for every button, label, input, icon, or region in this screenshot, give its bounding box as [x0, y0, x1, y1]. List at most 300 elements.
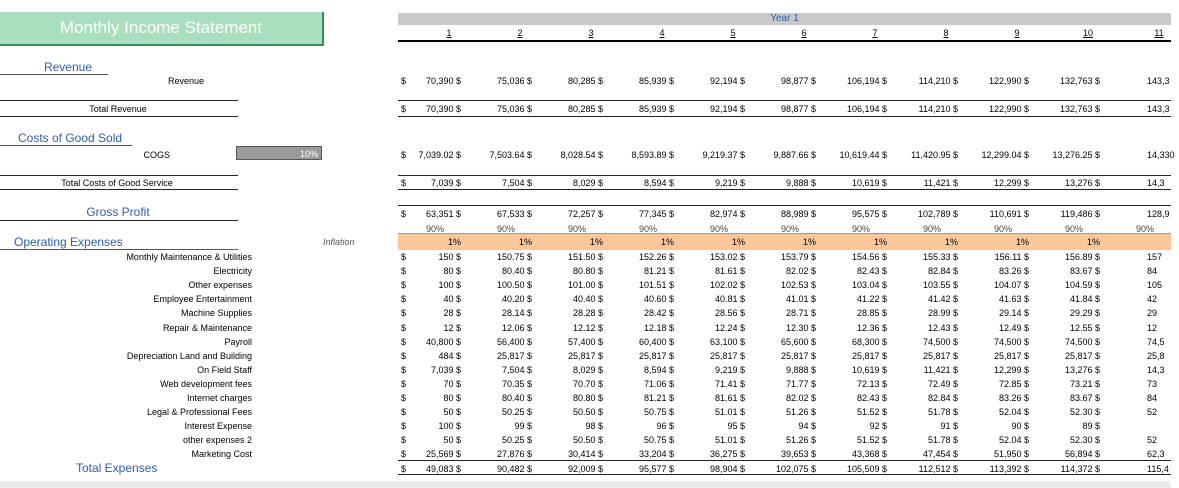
- gross-profit-value[interactable]: 77,345 $: [638, 209, 674, 219]
- period-header-3: 3: [588, 28, 594, 38]
- total-revenue-value[interactable]: 85,939 $: [638, 104, 674, 114]
- period-header-5: 5: [730, 28, 736, 38]
- opex-row-12-value[interactable]: 89 $: [1082, 421, 1100, 432]
- period-header-6: 6: [801, 28, 807, 38]
- opex-row-11-value[interactable]: 50.25 $: [501, 407, 532, 418]
- gross-margin-value: 90%: [923, 224, 942, 234]
- opex-row-14-value[interactable]: 56,894 $: [1064, 449, 1100, 460]
- total-cogs-divider: [0, 189, 238, 190]
- opex-row-11-value[interactable]: 51.78 $: [927, 407, 958, 418]
- total-expenses-currency: $: [401, 464, 407, 474]
- opex-row-7-value[interactable]: 25,817 $: [922, 350, 958, 361]
- opex-row-8-value[interactable]: 7,504 $: [501, 364, 532, 375]
- opex-row-5-currency: $: [401, 322, 407, 333]
- inflation-input[interactable]: 1%: [873, 237, 887, 247]
- opex-row-12-value[interactable]: 94 $: [798, 421, 816, 432]
- opex-row-6-value[interactable]: 65,600 $: [780, 336, 816, 347]
- opex-row-14-value[interactable]: 51,950 $: [993, 449, 1029, 460]
- opex-row-1-value[interactable]: 80.40 $: [501, 266, 532, 277]
- opex-row-4-value[interactable]: 28.71 $: [785, 308, 816, 319]
- opex-row-9-value: 73: [1147, 378, 1158, 389]
- opex-row-9-value[interactable]: 73.21 $: [1069, 378, 1100, 389]
- total-cogs-grid-divider: [398, 189, 1171, 190]
- opex-row-2-value[interactable]: 102.53 $: [780, 280, 816, 291]
- opex-row-5-value[interactable]: 12.06 $: [501, 322, 532, 333]
- opex-row-13-value: 52: [1147, 435, 1158, 446]
- cogs-value[interactable]: 10,619.44 $: [839, 150, 887, 160]
- total-expenses-value[interactable]: 90,482 $: [496, 464, 532, 474]
- cogs-value[interactable]: 8,593.89 $: [631, 150, 674, 160]
- opex-row-2-value: 105: [1147, 280, 1163, 291]
- opex-row-7-value[interactable]: 25,817 $: [851, 350, 887, 361]
- total-revenue-divider: [0, 116, 238, 117]
- opex-row-12-value[interactable]: 99 $: [514, 421, 532, 432]
- total-cogs-value[interactable]: 8,029 $: [572, 178, 603, 188]
- inflation-input[interactable]: 1%: [731, 237, 745, 247]
- total-expenses-value[interactable]: 49,083 $: [425, 464, 461, 474]
- gross-margin-value: 90%: [568, 224, 587, 234]
- opex-row-8-value[interactable]: 8,594 $: [643, 364, 674, 375]
- opex-row-2-value[interactable]: 101.00 $: [567, 280, 603, 291]
- opex-row-12-value[interactable]: 95 $: [727, 421, 745, 432]
- opex-row-label: Web development fees: [160, 378, 252, 389]
- opex-row-14-value[interactable]: 33,204 $: [638, 449, 674, 460]
- total-cogs-currency: $: [401, 178, 407, 188]
- opex-row-9-value[interactable]: 71.77 $: [785, 378, 816, 389]
- revenue-value[interactable]: 114,210 $: [918, 76, 958, 86]
- gross-margin-value: 90%: [1136, 224, 1155, 234]
- cogs-percent-input[interactable]: 10%: [236, 146, 322, 160]
- opex-row-14-value[interactable]: 30,414 $: [567, 449, 603, 460]
- opex-row-5-value[interactable]: 12.30 $: [785, 322, 816, 333]
- opex-row-11-value[interactable]: 51.52 $: [856, 407, 887, 418]
- total-revenue-value[interactable]: 70,390 $: [425, 104, 461, 114]
- gross-profit-value[interactable]: 67,533 $: [496, 209, 532, 219]
- opex-row-5-value[interactable]: 12.55 $: [1069, 322, 1100, 333]
- opex-row-2-value[interactable]: 104.59 $: [1064, 280, 1100, 291]
- inflation-input[interactable]: 1%: [447, 237, 461, 247]
- opex-row-0-value: 157: [1147, 252, 1163, 262]
- total-expenses-value[interactable]: 92,009 $: [567, 464, 603, 474]
- opex-row-14-value[interactable]: 25,569 $: [425, 449, 461, 460]
- opex-row-1-value[interactable]: 81.61 $: [714, 266, 745, 277]
- opex-row-4-value[interactable]: 28.42 $: [643, 308, 674, 319]
- opex-row-10-value[interactable]: 82.43 $: [856, 393, 887, 403]
- opex-row-13-value[interactable]: 50.75 $: [643, 435, 674, 446]
- opex-row-label: Interest Expense: [184, 421, 252, 432]
- opex-row-13-value[interactable]: 51.52 $: [856, 435, 887, 446]
- opex-row-9-value[interactable]: 71.06 $: [643, 378, 674, 389]
- opex-row-8-value: 14,3: [1147, 364, 1165, 375]
- opex-row-10-value[interactable]: 82.84 $: [927, 393, 958, 403]
- opex-row-12-value[interactable]: 91 $: [940, 421, 958, 432]
- opex-row-13-value[interactable]: 50.25 $: [501, 435, 532, 446]
- opex-row-1-value[interactable]: 83.67 $: [1069, 266, 1100, 277]
- inflation-input[interactable]: 1%: [660, 237, 674, 247]
- opex-row-label: Employee Entertainment: [153, 294, 252, 305]
- opex-row-5-value[interactable]: 12.43 $: [927, 322, 958, 333]
- opex-row-11-value[interactable]: 52.30 $: [1069, 407, 1100, 418]
- opex-row-label: Repair & Maintenance: [162, 322, 252, 333]
- opex-row-7-value[interactable]: 25,817 $: [993, 350, 1029, 361]
- opex-row-label: Electricity: [213, 266, 252, 277]
- page-title: Monthly Income Statement: [0, 12, 324, 46]
- opex-row-11-value[interactable]: 51.26 $: [785, 407, 816, 418]
- opex-row-3-value[interactable]: 41.84 $: [1069, 294, 1100, 305]
- opex-row-3-value[interactable]: 40.40 $: [572, 294, 603, 305]
- period-header-8: 8: [943, 28, 949, 38]
- opex-row-13-value[interactable]: 51.01 $: [714, 435, 745, 446]
- opex-row-2-value[interactable]: 100.50 $: [496, 280, 532, 291]
- opex-row-10-value[interactable]: 80.40 $: [501, 393, 532, 403]
- cogs-value[interactable]: 9,219.37 $: [702, 150, 745, 160]
- opex-row-4-value[interactable]: 28.14 $: [501, 308, 532, 319]
- total-cogs-value[interactable]: 8,594 $: [643, 178, 674, 188]
- opex-row-13-value[interactable]: 50.50 $: [572, 435, 603, 446]
- opex-row-1-value[interactable]: 80.80 $: [572, 266, 603, 277]
- inflation-input[interactable]: 1%: [1015, 237, 1029, 247]
- total-cogs-value[interactable]: 10,619 $: [851, 178, 887, 188]
- opex-row-9-value[interactable]: 72.49 $: [927, 378, 958, 389]
- opex-row-4-value[interactable]: 28.99 $: [927, 308, 958, 319]
- opex-row-11-value[interactable]: 51.01 $: [714, 407, 745, 418]
- cogs-value[interactable]: 7,503.64 $: [489, 150, 532, 160]
- gross-profit-value[interactable]: 82,974 $: [709, 209, 745, 219]
- opex-row-8-value[interactable]: 11,421 $: [923, 364, 958, 375]
- opex-row-8-value[interactable]: 10,619 $: [851, 364, 887, 375]
- opex-row-10-value[interactable]: 83.67 $: [1069, 393, 1100, 403]
- total-revenue-value[interactable]: 98,877 $: [780, 104, 816, 114]
- cogs-value[interactable]: 12,299.04 $: [981, 150, 1029, 160]
- total-cogs-value: 14,3: [1147, 178, 1165, 188]
- opex-row-3-value[interactable]: 41.22 $: [856, 294, 887, 305]
- opex-row-14-value[interactable]: 47,454 $: [922, 449, 958, 460]
- revenue-value[interactable]: 92,194 $: [709, 76, 745, 86]
- total-expenses-value: 115,4: [1147, 464, 1169, 474]
- opex-row-0-value[interactable]: 156.89 $: [1064, 252, 1100, 262]
- gross-margin-value: 90%: [710, 224, 729, 234]
- opex-row-10-value[interactable]: 80.80 $: [572, 393, 603, 403]
- opex-row-1-value[interactable]: 83.26 $: [998, 266, 1029, 277]
- opex-row-3-value[interactable]: 40.20 $: [501, 294, 532, 305]
- opex-row-12-value[interactable]: 98 $: [585, 421, 603, 432]
- opex-row-13-value[interactable]: 52.04 $: [998, 435, 1029, 446]
- revenue-value[interactable]: 122,990 $: [988, 76, 1029, 86]
- opex-row-9-value[interactable]: 71.41 $: [714, 378, 745, 389]
- opex-row-6-value[interactable]: 56,400 $: [496, 336, 532, 347]
- inflation-input[interactable]: 1%: [1086, 237, 1100, 247]
- opex-row-10-value[interactable]: 82.02 $: [785, 393, 816, 403]
- gross-profit-value[interactable]: 63,351 $: [425, 209, 461, 219]
- opex-row-1-value[interactable]: 82.43 $: [856, 266, 887, 277]
- opex-row-8-value[interactable]: 9,888 $: [785, 364, 816, 375]
- opex-row-6-value[interactable]: 68,300 $: [851, 336, 887, 347]
- revenue-value[interactable]: 70,390 $: [425, 76, 461, 86]
- opex-row-1-value: 84: [1147, 266, 1158, 277]
- opex-row-0-value[interactable]: 151.50 $: [567, 252, 603, 262]
- opex-row-10-value: 84: [1147, 393, 1158, 403]
- opex-row-3-value[interactable]: 40.81 $: [714, 294, 745, 305]
- opex-row-3-value: 42: [1147, 294, 1158, 305]
- revenue-value[interactable]: 75,036 $: [496, 76, 532, 86]
- cogs-grid-divider: [398, 175, 1171, 176]
- opex-row-11-value[interactable]: 50.50 $: [572, 407, 603, 418]
- gross-profit-value[interactable]: 102,789 $: [917, 209, 958, 219]
- opex-row-2-value[interactable]: 103.55 $: [922, 280, 958, 291]
- opex-row-13-value[interactable]: 52.30 $: [1069, 435, 1100, 446]
- opex-row-0-value[interactable]: 150 $: [438, 252, 461, 262]
- opex-row-11-value[interactable]: 50 $: [443, 407, 461, 418]
- total-expenses-value[interactable]: 102,075 $: [775, 464, 816, 474]
- opex-row-5-value[interactable]: 12.24 $: [714, 322, 745, 333]
- opex-row-7-value[interactable]: 25,817 $: [496, 350, 532, 361]
- opex-row-6-value[interactable]: 60,400 $: [638, 336, 674, 347]
- opex-row-12-value[interactable]: 90 $: [1011, 421, 1029, 432]
- gross-profit-label: Gross Profit: [86, 205, 150, 219]
- opex-row-2-value[interactable]: 102.02 $: [709, 280, 745, 291]
- opex-row-3-value[interactable]: 41.42 $: [927, 294, 958, 305]
- opex-row-0-value[interactable]: 153.79 $: [780, 252, 816, 262]
- cogs-value[interactable]: 11,420.95 $: [911, 150, 958, 160]
- opex-row-0-value[interactable]: 155.33 $: [922, 252, 958, 262]
- opex-row-label: Monthly Maintenance & Utilities: [126, 252, 252, 262]
- opex-row-5-value[interactable]: 12.18 $: [643, 322, 674, 333]
- opex-row-3-value[interactable]: 40.60 $: [643, 294, 674, 305]
- opex-row-4-currency: $: [401, 308, 407, 319]
- total-cogs-value[interactable]: 13,276 $: [1064, 178, 1100, 188]
- total-revenue-label: Total Revenue: [89, 104, 147, 114]
- opex-row-4-value[interactable]: 28.28 $: [572, 308, 603, 319]
- cogs-value[interactable]: 9,887.66 $: [773, 150, 816, 160]
- total-cogs-value[interactable]: 11,421 $: [923, 178, 958, 188]
- opex-row-3-value[interactable]: 41.01 $: [785, 294, 816, 305]
- opex-row-4-value[interactable]: 29.29 $: [1069, 308, 1100, 319]
- opex-row-6-value[interactable]: 74,500 $: [993, 336, 1029, 347]
- total-revenue-currency: $: [401, 104, 407, 114]
- opex-row-5-value[interactable]: 12.49 $: [998, 322, 1029, 333]
- gross-profit-value[interactable]: 95,575 $: [851, 209, 887, 219]
- opex-row-6-value[interactable]: 57,400 $: [567, 336, 603, 347]
- opex-row-label: Payroll: [224, 336, 252, 347]
- opex-row-5-value[interactable]: 12.12 $: [572, 322, 603, 333]
- opex-row-4-value[interactable]: 29.14 $: [998, 308, 1029, 319]
- opex-row-9-value[interactable]: 72.85 $: [998, 378, 1029, 389]
- opex-row-7-value[interactable]: 25,817 $: [567, 350, 603, 361]
- revenue-value[interactable]: 80,285 $: [567, 76, 603, 86]
- revenue-value[interactable]: 98,877 $: [780, 76, 816, 86]
- opex-row-4-value[interactable]: 28 $: [443, 308, 461, 319]
- total-cogs-label: Total Costs of Good Service: [61, 178, 173, 188]
- opex-row-14-value[interactable]: 27,876 $: [496, 449, 532, 460]
- inflation-input-band: [398, 233, 1171, 250]
- gross-profit-currency: $: [401, 209, 407, 219]
- opex-row-7-value[interactable]: 25,817 $: [638, 350, 674, 361]
- opex-row-9-currency: $: [401, 378, 407, 389]
- revenue-value[interactable]: 106,194 $: [846, 76, 887, 86]
- opex-row-label: On Field Staff: [197, 364, 252, 375]
- opex-row-label: Legal & Professional Fees: [146, 407, 252, 418]
- inflation-input[interactable]: 1%: [518, 237, 532, 247]
- opex-row-13-value[interactable]: 51.26 $: [785, 435, 816, 446]
- opex-row-6-value[interactable]: 63,100 $: [709, 336, 745, 347]
- total-expenses-value[interactable]: 95,577 $: [638, 464, 674, 474]
- gross-profit-value[interactable]: 119,486 $: [1060, 209, 1100, 219]
- gross-margin-value: 90%: [781, 224, 800, 234]
- cogs-value[interactable]: 7,039.02 $: [418, 150, 461, 160]
- total-expenses-value[interactable]: 114,372 $: [1060, 464, 1100, 474]
- opex-row-6-currency: $: [401, 336, 407, 347]
- total-revenue-value[interactable]: 80,285 $: [567, 104, 603, 114]
- opex-row-3-currency: $: [401, 294, 407, 305]
- gross-profit-grid-top: [398, 205, 1171, 206]
- total-cogs-value[interactable]: 9,219 $: [714, 178, 745, 188]
- opex-row-2-value[interactable]: 104.07 $: [993, 280, 1029, 291]
- cogs-divider: [0, 175, 238, 176]
- opex-row-7-currency: $: [401, 350, 407, 361]
- total-revenue-value[interactable]: 75,036 $: [496, 104, 532, 114]
- opex-row-6-value[interactable]: 40,800 $: [425, 336, 461, 347]
- opex-row-10-value[interactable]: 81.21 $: [643, 393, 674, 403]
- opex-row-7-value[interactable]: 25,817 $: [780, 350, 816, 361]
- opex-row-4-value[interactable]: 28.85 $: [856, 308, 887, 319]
- opex-row-13-value[interactable]: 50 $: [443, 435, 461, 446]
- inflation-input[interactable]: 1%: [802, 237, 816, 247]
- revenue-value[interactable]: 85,939 $: [638, 76, 674, 86]
- opex-row-2-value[interactable]: 100 $: [438, 280, 461, 291]
- opex-row-6-value[interactable]: 74,500 $: [1064, 336, 1100, 347]
- total-expenses-label: Total Expenses: [76, 461, 158, 475]
- period-divider: [398, 40, 1171, 42]
- opex-row-8-currency: $: [401, 364, 407, 375]
- opex-row-7-value[interactable]: 484 $: [438, 350, 461, 361]
- inflation-input[interactable]: 1%: [589, 237, 603, 247]
- opex-row-7-value[interactable]: 25,817 $: [1064, 350, 1100, 361]
- opex-row-13-value[interactable]: 51.78 $: [927, 435, 958, 446]
- opex-row-11-value[interactable]: 52.04 $: [998, 407, 1029, 418]
- opex-row-2-value[interactable]: 103.04 $: [851, 280, 887, 291]
- opex-row-8-value[interactable]: 8,029 $: [572, 364, 603, 375]
- opex-row-6-value: 74,5: [1147, 336, 1165, 347]
- opex-row-14-currency: $: [401, 449, 407, 460]
- cogs-section-title: Costs of Good Sold: [0, 131, 132, 146]
- opex-row-1-value[interactable]: 82.84 $: [927, 266, 958, 277]
- total-cogs-value[interactable]: 9,888 $: [785, 178, 816, 188]
- period-header-10: 10: [1082, 28, 1093, 38]
- opex-row-4-value: 29: [1147, 308, 1158, 319]
- opex-row-11-value[interactable]: 50.75 $: [643, 407, 674, 418]
- opex-row-0-value[interactable]: 156.11 $: [994, 252, 1029, 262]
- period-header-2: 2: [517, 28, 523, 38]
- revenue-value[interactable]: 132,763 $: [1059, 76, 1100, 86]
- opex-row-0-value[interactable]: 152.26 $: [638, 252, 674, 262]
- total-expenses-value[interactable]: 98,904 $: [709, 464, 745, 474]
- total-cogs-value[interactable]: 7,504 $: [501, 178, 532, 188]
- gross-profit-value[interactable]: 110,691 $: [989, 209, 1029, 219]
- opex-row-1-value[interactable]: 82.02 $: [785, 266, 816, 277]
- opex-row-14-value[interactable]: 43,368 $: [851, 449, 887, 460]
- gross-margin-value: 90%: [994, 224, 1013, 234]
- opex-row-label: Other expenses: [188, 280, 252, 291]
- total-expenses-value[interactable]: 113,392 $: [989, 464, 1029, 474]
- opex-row-0-value[interactable]: 153.02 $: [709, 252, 745, 262]
- opex-row-9-value[interactable]: 70.70 $: [572, 378, 603, 389]
- opex-row-1-currency: $: [401, 266, 407, 277]
- gross-profit-value: 128,9: [1147, 209, 1170, 219]
- opex-row-12-value[interactable]: 100 $: [438, 421, 461, 432]
- opex-row-10-value[interactable]: 81.61 $: [714, 393, 745, 403]
- period-header-9: 9: [1014, 28, 1020, 38]
- opex-row-6-value[interactable]: 74,500 $: [922, 336, 958, 347]
- total-expenses-value[interactable]: 112,512 $: [918, 464, 958, 474]
- gross-profit-value[interactable]: 88,989 $: [780, 209, 816, 219]
- opex-row-9-value[interactable]: 70.35 $: [501, 378, 532, 389]
- opex-row-8-value[interactable]: 7,039 $: [430, 364, 461, 375]
- cogs-currency: $: [401, 150, 407, 160]
- total-expenses-value[interactable]: 105,509 $: [846, 464, 887, 474]
- total-cogs-value[interactable]: 12,299 $: [993, 178, 1029, 188]
- total-revenue-value[interactable]: 92,194 $: [709, 104, 745, 114]
- opex-row-4-value[interactable]: 28.56 $: [714, 308, 745, 319]
- gross-margin-value: 90%: [497, 224, 516, 234]
- total-expenses-grid-top: [398, 460, 1171, 461]
- total-revenue-value[interactable]: 106,194 $: [846, 104, 887, 114]
- opex-row-label: Depreciation Land and Building: [126, 350, 252, 361]
- inflation-input[interactable]: 1%: [944, 237, 958, 247]
- opex-row-9-value[interactable]: 72.13 $: [856, 378, 887, 389]
- total-revenue-value[interactable]: 132,763 $: [1059, 104, 1100, 114]
- opex-row-3-value[interactable]: 41.63 $: [998, 294, 1029, 305]
- opex-row-8-value[interactable]: 12,299 $: [993, 364, 1029, 375]
- gross-margin-value: 90%: [426, 224, 445, 234]
- opex-row-label: Marketing Cost: [191, 449, 252, 460]
- cogs-value[interactable]: 8,028.54 $: [560, 150, 603, 160]
- opex-row-0-value[interactable]: 150.75 $: [496, 252, 532, 262]
- opex-row-10-value[interactable]: 83.26 $: [998, 393, 1029, 403]
- total-cogs-value[interactable]: 7,039 $: [430, 178, 461, 188]
- opex-row-1-value[interactable]: 81.21 $: [643, 266, 674, 277]
- opex-section-title: Operating Expenses: [14, 235, 123, 249]
- total-revenue-value[interactable]: 122,990 $: [988, 104, 1029, 114]
- opex-row-13-currency: $: [401, 435, 407, 446]
- opex-row-5-value[interactable]: 12 $: [443, 322, 461, 333]
- opex-row-14-value: 62,3: [1147, 449, 1165, 460]
- opex-row-14-value[interactable]: 39,653 $: [780, 449, 816, 460]
- opex-row-9-value[interactable]: 70 $: [443, 378, 461, 389]
- opex-row-8-value[interactable]: 13,276 $: [1064, 364, 1100, 375]
- opex-row-12-value[interactable]: 92 $: [869, 421, 887, 432]
- gross-margin-value: 90%: [852, 224, 871, 234]
- opex-row-12-value[interactable]: 96 $: [656, 421, 674, 432]
- opex-row-3-value[interactable]: 40 $: [443, 294, 461, 305]
- cogs-value[interactable]: 13,276.25 $: [1052, 150, 1100, 160]
- total-revenue-grid-divider: [398, 116, 1171, 117]
- period-header-1: 1: [446, 28, 452, 38]
- opex-row-7-value[interactable]: 25,817 $: [709, 350, 745, 361]
- total-revenue-value[interactable]: 114,210 $: [918, 104, 958, 114]
- horizontal-scrollbar[interactable]: [0, 481, 1171, 488]
- opex-row-1-value[interactable]: 80 $: [443, 266, 461, 277]
- opex-row-8-value[interactable]: 9,219 $: [714, 364, 745, 375]
- total-revenue-value: 143,3: [1147, 104, 1170, 114]
- opex-row-10-value[interactable]: 80 $: [443, 393, 461, 403]
- opex-row-14-value[interactable]: 36,275 $: [709, 449, 745, 460]
- opex-row-2-value[interactable]: 101.51 $: [638, 280, 674, 291]
- cogs-value: 14,330: [1147, 150, 1175, 160]
- gross-profit-value[interactable]: 72,257 $: [567, 209, 603, 219]
- opex-row-5-value[interactable]: 12.36 $: [856, 322, 887, 333]
- opex-row-0-value[interactable]: 154.56 $: [851, 252, 887, 262]
- opex-row-label: other expenses 2: [182, 435, 252, 446]
